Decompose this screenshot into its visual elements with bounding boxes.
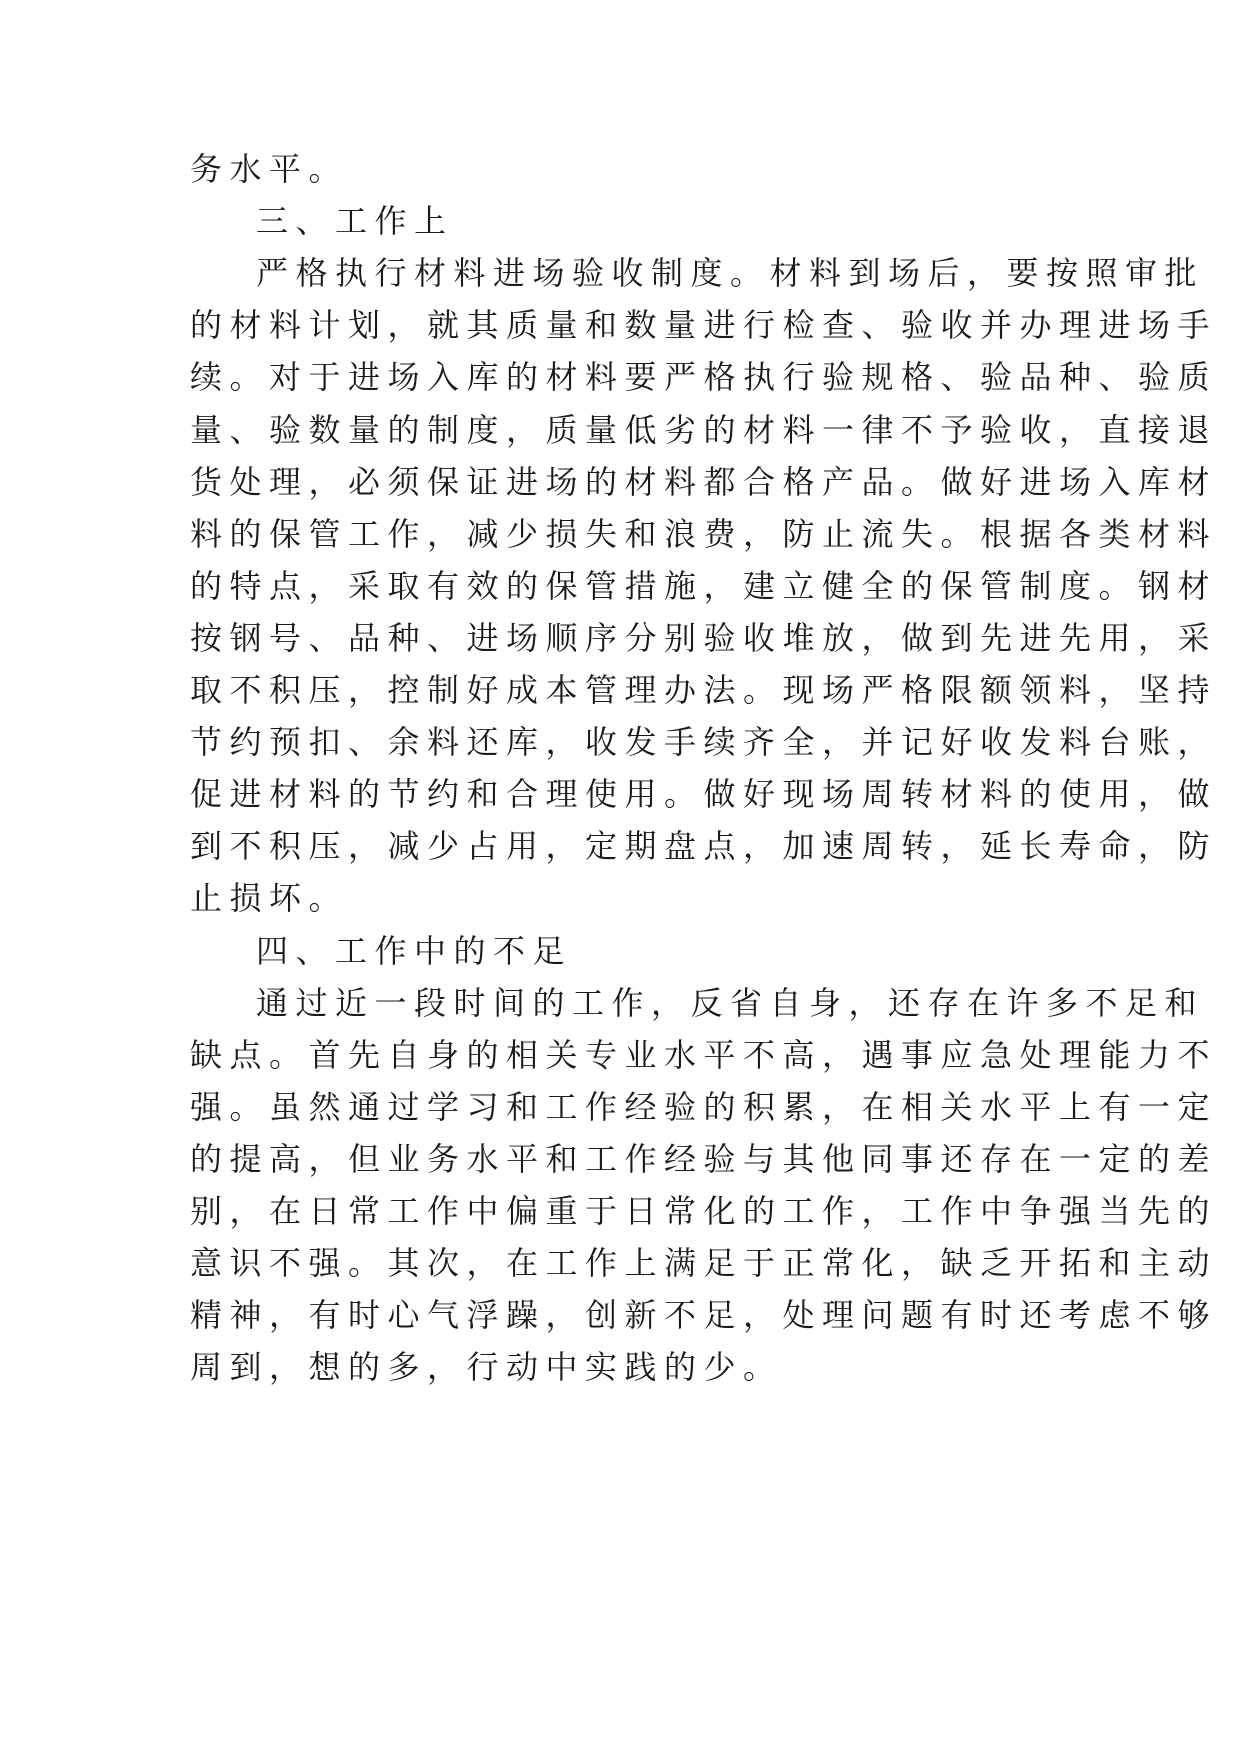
text-line: 料的保管工作，减少损失和浪费，防止流失。根据各类材料: [190, 514, 1218, 553]
text-line: 续。对于进场入库的材料要严格执行验规格、验品种、验质: [190, 358, 1218, 397]
text-line: 缺点。首先自身的相关专业水平不高，遇事应急处理能力不: [190, 1035, 1218, 1074]
paragraph-first-line: 通过近一段时间的工作，反省自身，还存在许多不足和: [256, 983, 1205, 1022]
document-page: [190, 0, 1218, 1754]
text-line: 强。虽然通过学习和工作经验的积累，在相关水平上有一定: [190, 1087, 1218, 1126]
text-line: 意识不强。其次，在工作上满足于正常化，缺乏开拓和主动: [190, 1244, 1218, 1283]
text-line: 按钢号、品种、进场顺序分别验收堆放，做到先进先用，采: [190, 618, 1218, 657]
text-line: 止损坏。: [190, 879, 349, 918]
text-line: 取不积压，控制好成本管理办法。现场严格限额领料，坚持: [190, 671, 1218, 709]
text-line: 周到，想的多，行动中实践的少。: [190, 1348, 783, 1387]
text-line: 量、验数量的制度，质量低劣的材料一律不予验收，直接退: [190, 410, 1218, 449]
paragraph-first-line: 三、工作上: [256, 202, 454, 241]
text-line: 促进材料的节约和合理使用。做好现场周转材料的使用，做: [190, 775, 1218, 814]
text-line: 精神，有时心气浮躁，创新不足，处理问题有时还考虑不够: [190, 1296, 1218, 1335]
paragraph-first-line: 四、工作中的不足: [256, 931, 573, 970]
text-line: 节约预扣、余料还库，收发手续齐全，并记好收发料台账，: [190, 723, 1218, 762]
text-line: 货处理，必须保证进场的材料都合格产品。做好进场入库材: [190, 462, 1218, 501]
text-line: 到不积压，减少占用，定期盘点，加速周转，延长寿命，防: [190, 827, 1218, 866]
text-line: 务水平。: [190, 150, 349, 188]
text-line: 的材料计划，就其质量和数量进行检查、验收并办理进场手: [190, 306, 1218, 345]
text-line: 的提高，但业务水平和工作经验与其他同事还存在一定的差: [190, 1139, 1218, 1178]
text-line: 别，在日常工作中偏重于日常化的工作，工作中争强当先的: [190, 1192, 1218, 1230]
text-line: 的特点，采取有效的保管措施，建立健全的保管制度。钢材: [190, 566, 1218, 605]
paragraph-first-line: 严格执行材料进场验收制度。材料到场后，要按照审批: [256, 254, 1205, 293]
